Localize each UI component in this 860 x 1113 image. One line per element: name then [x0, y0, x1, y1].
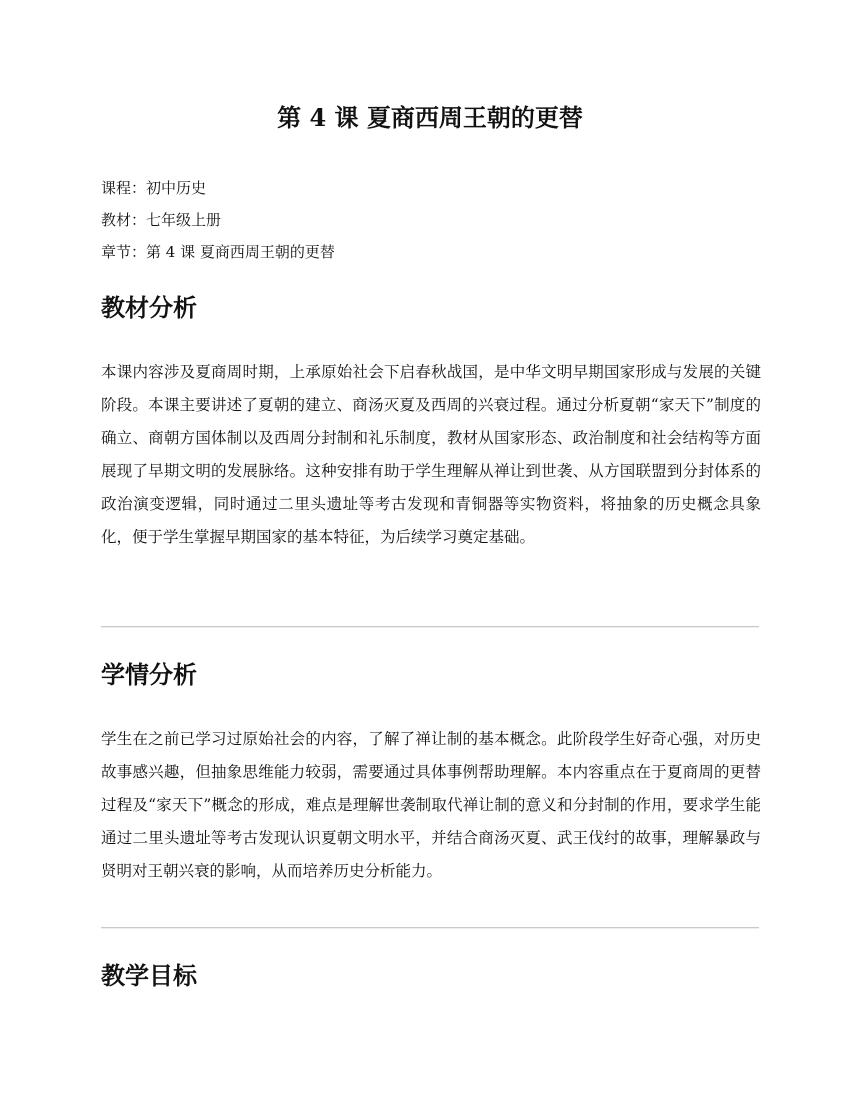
- section-divider: [101, 626, 759, 628]
- section-body-student-analysis: 学生在之前已学习过原始社会的内容，了解了禅让制的基本概念。此阶段学生好奇心强，对历史故事感兴趣，但抽象思维能力较弱，需要通过具体事例帮助理解。本内容重点在于夏商周的更替过程及“家天下”概念的形成，难点是理解世袭制取代禅让制的意义和分封制的作用，要求学生能通过二里头遗址等考古发现认识夏朝文明水平，并结合商汤灭夏、武王伐纣的故事，理解暴政与贤明对王朝兴衰的影响，从而培养历史分析能力。: [101, 730, 761, 880]
- section-divider: [101, 927, 759, 929]
- document-title: 第 4 课 夏商西周王朝的更替: [277, 103, 583, 132]
- section-heading-teaching-goals: 教学目标: [101, 961, 197, 990]
- meta-textbook: 教材：七年级上册: [101, 211, 222, 229]
- section-body-textbook-analysis: 本课内容涉及夏商周时期，上承原始社会下启春秋战国，是中华文明早期国家形成与发展的关键阶段。本课主要讲述了夏朝的建立、商汤灭夏及西周的兴衰过程。通过分析夏朝“家天下”制度的确立、商朝方国体制以及西周分封制和礼乐制度，教材从国家形态、政治制度和社会结构等方面展现了早期文明的发展脉络。这种安排有助于学生理解从禅让到世袭、从方国联盟到分封体系的政治演变逻辑，同时通过二里头遗址等考古发现和青铜器等实物资料，将抽象的历史概念具象化，便于学生掌握早期国家的基本特征，为后续学习奠定基础。: [101, 363, 761, 546]
- section-heading-student-analysis: 学情分析: [101, 660, 197, 689]
- section-heading-textbook-analysis: 教材分析: [101, 293, 197, 322]
- meta-course: 课程：初中历史: [101, 179, 207, 197]
- meta-chapter: 章节：第 4 课 夏商西周王朝的更替: [101, 243, 335, 261]
- document-meta: [101, 172, 761, 268]
